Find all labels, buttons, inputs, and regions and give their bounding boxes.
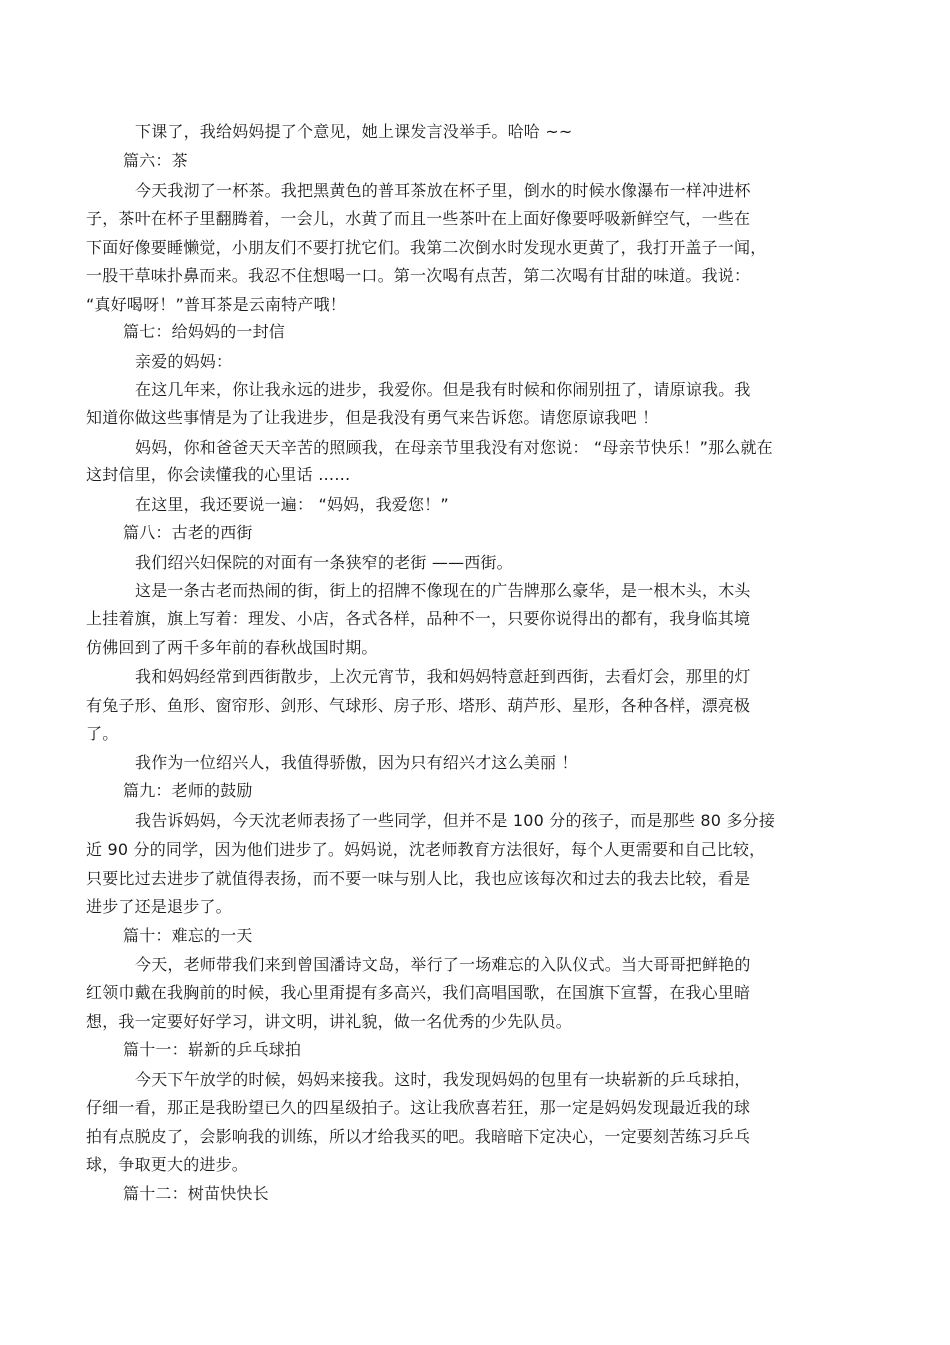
text-line: 近 90 分的同学，因为他们进步了。妈妈说，沈老师教育方法很好，每个人更需要和自己比较， xyxy=(86,840,766,859)
text-line: 今天，老师带我们来到曾国潘诗文岛，举行了一场难忘的入队仪式。当大哥哥把鲜艳的 xyxy=(135,955,751,974)
text-line: 有兔子形、鱼形、窗帘形、剑形、气球形、房子形、塔形、葫芦形、星形，各种各样，漂亮极 xyxy=(86,696,751,715)
text-line: 进步了还是退步了。 xyxy=(86,897,232,916)
text-line: 只要比过去进步了就值得表扬，而不要一味与别人比，我也应该每次和过去的我去比较，看是 xyxy=(86,869,751,888)
text-line: 下面好像要睡懒觉，小朋友们不要打扰它们。我第二次倒水时发现水更黄了，我打开盖子一闻， xyxy=(86,238,767,257)
text-line: 上挂着旗，旗上写着：理发、小店，各式各样，品种不一，只要你说得出的都有，我身临其境 xyxy=(86,609,751,628)
text-line: 知道你做这些事情是为了让我进步，但是我没有勇气来告诉您。请您原谅我吧 ！ xyxy=(86,408,659,427)
section-heading: 篇七：给妈妈的一封信 xyxy=(123,322,286,341)
text-line: 在这几年来，你让我永远的进步，我爱你。但是我有时候和你闹别扭了，请原谅我。我 xyxy=(135,380,751,399)
text-line: 妈妈，你和爸爸天天辛苦的照顾我，在母亲节里我没有对您说： “母亲节快乐！”那么就在 xyxy=(135,438,773,457)
text-line: 我告诉妈妈，今天沈老师表扬了一些同学，但并不是 100 分的孩子，而是那些 80 多分接 xyxy=(135,811,776,830)
section-heading: 篇十一：崭新的乒乓球拍 xyxy=(123,1040,302,1059)
text-line: 红领巾戴在我胸前的时候，我心里甭提有多高兴，我们高唱国歌，在国旗下宣誓，在我心里暗 xyxy=(86,983,751,1002)
section-heading: 篇十：难忘的一天 xyxy=(123,926,253,945)
text-line: 我作为一位绍兴人，我值得骄傲，因为只有绍兴才这么美丽 ！ xyxy=(135,753,578,772)
text-line: 想，我一定要好好学习，讲文明，讲礼貌，做一名优秀的少先队员。 xyxy=(86,1012,573,1031)
text-line: 一股干草味扑鼻而来。我忍不住想喝一口。第一次喝有点苦，第二次喝有甘甜的味道。我说： xyxy=(86,266,751,285)
text-line: 我和妈妈经常到西街散步，上次元宵节，我和妈妈特意赶到西街，去看灯会，那里的灯 xyxy=(135,667,751,686)
text-line: 球，争取更大的进步。 xyxy=(86,1155,249,1174)
text-line: 仿佛回到了两千多年前的春秋战国时期。 xyxy=(86,638,378,657)
text-line: 我们绍兴妇保院的对面有一条狭窄的老街 ——西街。 xyxy=(135,553,513,572)
text-line: 仔细一看，那正是我盼望已久的四星级拍子。这让我欣喜若狂，那一定是妈妈发现最近我的球 xyxy=(86,1098,751,1117)
section-heading: 篇八：古老的西街 xyxy=(123,523,253,542)
text-line: 了。 xyxy=(86,724,119,743)
section-heading: 篇十二：树苗快快长 xyxy=(123,1184,269,1203)
text-line: 下课了，我给妈妈提了个意见，她上课发言没举手。哈哈 ~~ xyxy=(135,122,573,141)
section-heading: 篇六：茶 xyxy=(123,151,188,170)
text-line: 拍有点脱皮了，会影响我的训练，所以才给我买的吧。我暗暗下定决心，一定要刻苦练习乒乓 xyxy=(86,1127,751,1146)
text-line: 这是一条古老而热闹的街，街上的招牌不像现在的广告牌那么豪华，是一根木头，木头 xyxy=(135,581,751,600)
text-line: 亲爱的妈妈： xyxy=(135,352,233,371)
text-line: 子，茶叶在杯子里翻腾着，一会儿，水黄了而且一些茶叶在上面好像要呼吸新鲜空气，一些在 xyxy=(86,209,751,228)
text-line: 这封信里，你会读懂我的心里话 …… xyxy=(86,465,351,484)
text-line: “真好喝呀！”普耳茶是云南特产哦！ xyxy=(86,295,346,314)
text-line: 在这里，我还要说一遍： “妈妈，我爱您！” xyxy=(135,495,449,514)
text-line: 今天我沏了一杯茶。我把黑黄色的普耳茶放在杯子里，倒水的时候水像瀑布一样冲进杯 xyxy=(135,181,751,200)
text-line: 今天下午放学的时候，妈妈来接我。这时，我发现妈妈的包里有一块崭新的乒乓球拍， xyxy=(135,1070,751,1089)
section-heading: 篇九：老师的鼓励 xyxy=(123,781,253,800)
